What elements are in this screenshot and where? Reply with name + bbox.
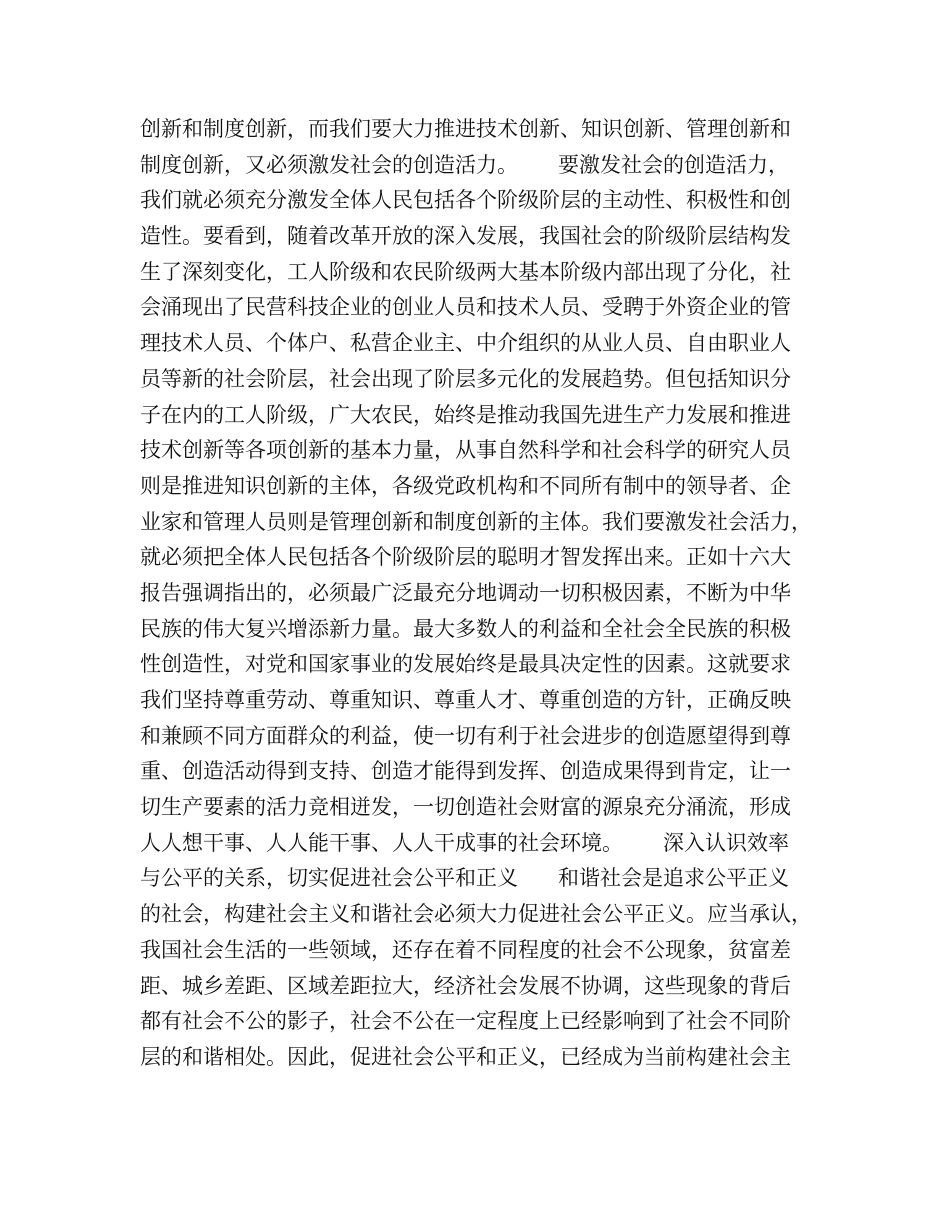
text-line: 业家和管理人员则是管理创新和制度创新的主体。我们要激发社会活力，	[140, 509, 812, 534]
text-line: 的社会，构建社会主义和谐社会必须大力促进社会公平正义。应当承认，	[140, 902, 812, 927]
text-line: 造性。要看到，随着改革开放的深入发展，我国社会的阶级阶层结构发	[140, 224, 791, 249]
text-line: 距、城乡差距、区域差距拉大，经济社会发展不协调，这些现象的背后	[140, 973, 791, 998]
text-line: 技术创新等各项创新的基本力量，从事自然科学和社会科学的研究人员	[140, 438, 791, 463]
text-line: 子在内的工人阶级，广大农民，始终是推动我国先进生产力发展和推进	[140, 402, 791, 427]
body-text	[140, 112, 830, 1076]
text-line: 报告强调指出的，必须最广泛最充分地调动一切积极因素，不断为中华	[140, 580, 791, 605]
text-line: 切生产要素的活力竞相迸发，一切创造社会财富的源泉充分涌流，形成	[140, 795, 791, 820]
text-line: 创新和制度创新，而我们要大力推进技术创新、知识创新、管理创新和	[140, 117, 791, 141]
text-line: 层的和谐相处。因此，促进社会公平和正义，已经成为当前构建社会主	[140, 1044, 791, 1069]
text-line: 我们就必须充分激发全体人民包括各个阶级阶层的主动性、积极性和创	[140, 188, 791, 213]
text-line: 民族的伟大复兴增添新力量。最大多数人的利益和全社会全民族的积极	[140, 616, 791, 641]
text-line: 生了深刻变化，工人阶级和农民阶级两大基本阶级内部出现了分化，社	[140, 259, 791, 284]
text-line: 我们坚持尊重劳动、尊重知识、尊重人才、尊重创造的方针，正确反映	[140, 688, 791, 712]
text-line: 则是推进知识创新的主体，各级党政机构和不同所有制中的领导者、企	[140, 473, 791, 498]
text-line: 与公平的关系，切实促进社会公平和正义 和谐社会是追求公平正义	[140, 866, 790, 891]
text-line: 和兼顾不同方面群众的利益，使一切有利于社会进步的创造愿望得到尊	[140, 723, 791, 748]
text-line: 性创造性，对党和国家事业的发展始终是最具决定性的因素。这就要求	[140, 652, 791, 677]
text-line: 就必须把全体人民包括各个阶级阶层的聪明才智发挥出来。正如十六大	[140, 545, 791, 570]
text-line: 重、创造活动得到支持、创造才能得到发挥、创造成果得到肯定，让一	[140, 759, 791, 784]
text-line: 人人想干事、人人能干事、人人干成事的社会环境。 深入认识效率	[140, 830, 790, 855]
text-line: 会涌现出了民营科技企业的创业人员和技术人员、受聘于外资企业的管	[140, 295, 791, 320]
text-line: 员等新的社会阶层，社会出现了阶层多元化的发展趋势。但包括知识分	[140, 366, 791, 391]
text-line: 制度创新，又必须激发社会的创造活力。 要激发社会的创造活力，	[140, 152, 790, 177]
text-line: 都有社会不公的影子，社会不公在一定程度上已经影响到了社会不同阶	[140, 1009, 791, 1034]
text-line: 理技术人员、个体户、私营企业主、中介组织的从业人员、自由职业人	[140, 331, 791, 356]
text-line: 我国社会生活的一些领域，还存在着不同程度的社会不公现象，贫富差	[140, 937, 791, 962]
